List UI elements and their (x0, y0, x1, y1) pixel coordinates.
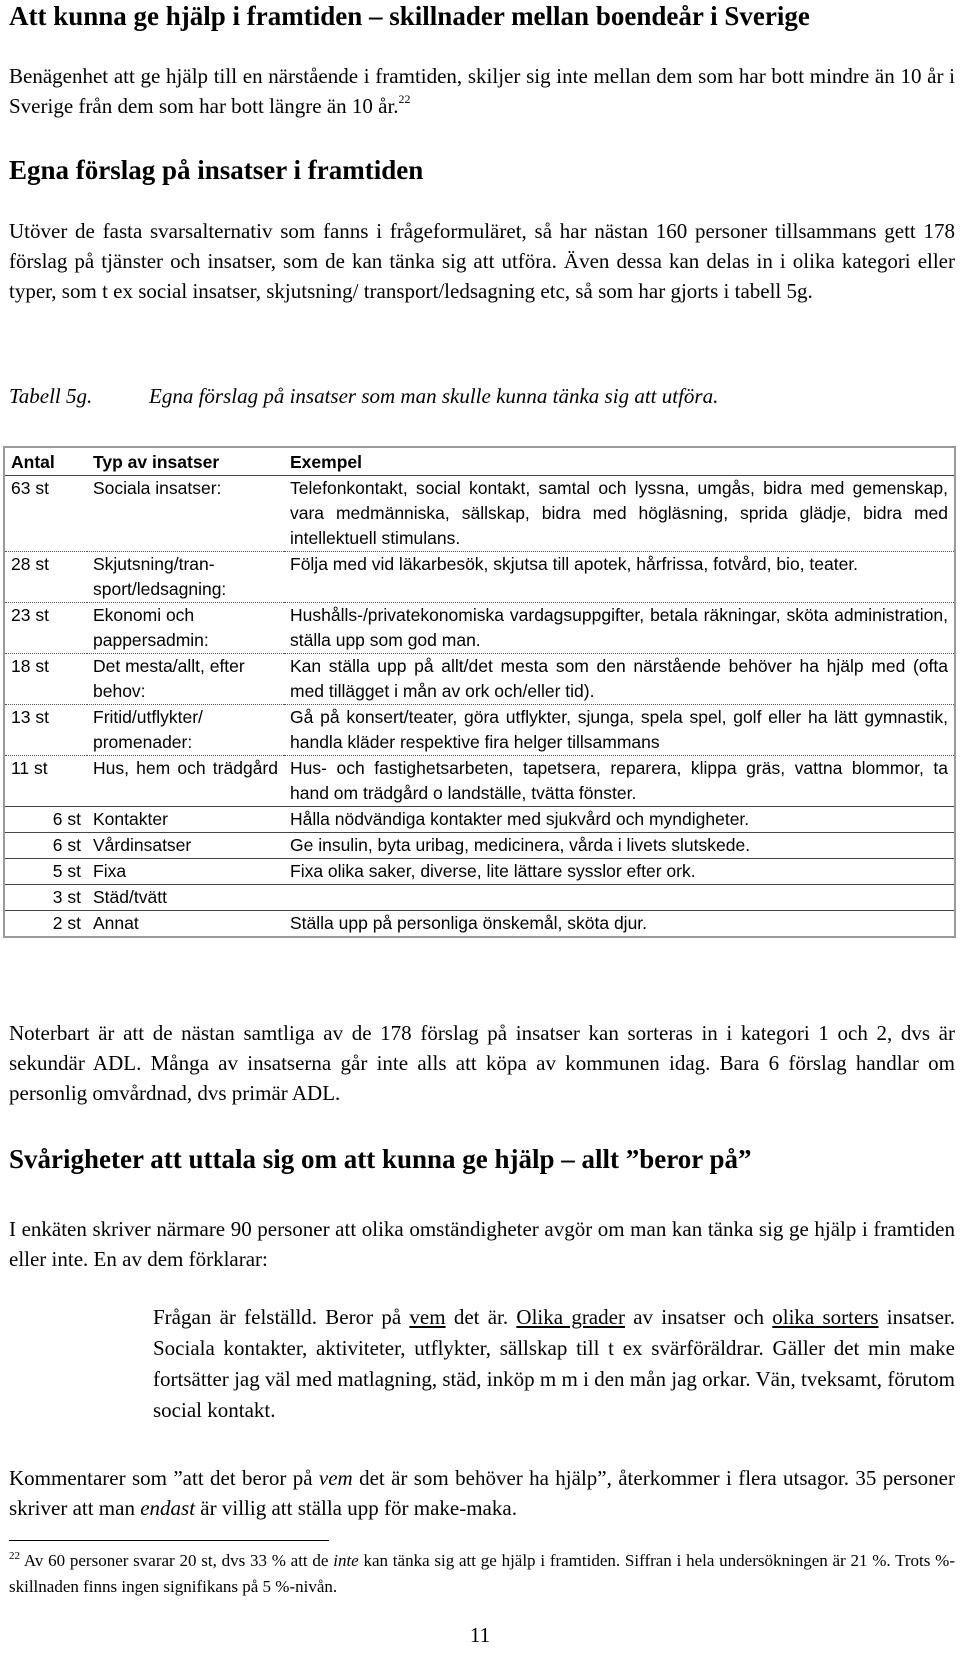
cell-example: Ge insulin, byta uribag, medicinera, vårda i livets slutskede. (284, 833, 955, 859)
cell-example: Fixa olika saker, diverse, lite lättare sysslor efter ork. (284, 859, 955, 885)
header-typ: Typ av insatser (87, 447, 284, 476)
table-row (4, 833, 955, 859)
table-row (4, 654, 955, 705)
header-exempel: Exempel (284, 447, 955, 476)
cell-example: Följa med vid läkarbesök, skjutsa till apotek, hårfrissa, fotvård, bio, teater. (284, 552, 955, 603)
insatser-table (3, 446, 956, 938)
cell-example: Ställa upp på personliga önskemål, sköta djur. (290, 913, 648, 933)
cell-example (284, 885, 955, 911)
table-row (4, 911, 955, 938)
cell-type: Sociala insatser: (87, 476, 284, 552)
table-row (4, 756, 955, 807)
paragraph-utover: Utöver de fasta svarsalternativ som fanns i frågeformuläret, så har nästan 160 personer tillsammans gett 178 förslag på tjänster och insatser, som de kan tänka sig att utföra. Även dessa kan delas in i olika kategori eller typer, som t ex social insatser, skjutsning/ transport/ledsagning etc, så som har gjorts i tabell 5g. (9, 219, 955, 303)
cell-count: 18 st (4, 654, 87, 705)
cell-type: Skjutsning/tran-sport/ledsagning: (87, 552, 284, 603)
cell-count: 6 st (4, 807, 87, 833)
table-caption (9, 381, 718, 411)
cell-type: Fritid/utflykter/ promenader: (87, 705, 284, 756)
cell-type: Det mesta/allt, efter behov: (87, 654, 284, 705)
table-header-row (4, 447, 955, 476)
header-antal: Antal (4, 447, 87, 476)
cell-type: Hus, hem och trädgård (87, 756, 284, 807)
footnote-reference[interactable]: 22 (398, 92, 411, 106)
cell-example: Hushålls-/privatekonomiska vardagsuppgifter, betala räkningar, sköta administration, ställa upp som god man. (284, 603, 955, 654)
paragraph-benagenhet: Benägenhet att ge hjälp till en närstående i framtiden, skiljer sig inte mellan dem som har bott mindre än 10 år i Sverige från dem som har bott längre än 10 år.$^{22}$ (9, 64, 955, 118)
cell-count: 5 st (4, 859, 87, 885)
table-row (4, 859, 955, 885)
block-quote: Frågan är felställd. Beror på vem det är. Olika grader av insatser och olika sorters insatser. Sociala kontakter, aktiviteter, utflykter, sällskap till t ex svärföräldrar. Gäller det min make fortsätter jag väl med matlagning, städ, inköp m m i den mån jag orkar. Vän, tveksamt, förutom social kontakt. (153, 1305, 955, 1422)
cell-type: Annat (93, 913, 139, 933)
cell-type: Ekonomi och pappersadmin: (87, 603, 284, 654)
cell-count: 63 st (4, 476, 87, 552)
footnote-divider (9, 1540, 329, 1541)
table-row (4, 603, 955, 654)
cell-example: Telefonkontakt, social kontakt, samtal och lyssna, umgås, bidra med gemenskap, vara medmänniska, sällskap, bidra med högläsning, sprida glädje, bidra med intellektuell stimulans. (284, 476, 955, 552)
cell-example: Gå på konsert/teater, göra utflykter, sjunga, spela spel, golf eller ha lätt gymnastik, handla kläder respektive fira helger tillsammans (284, 705, 955, 756)
table-row (4, 476, 955, 552)
cell-example: Hålla nödvändiga kontakter med sjukvård och myndigheter. (284, 807, 955, 833)
cell-count: 3 st (4, 885, 87, 911)
cell-count: 2 st (52, 913, 81, 933)
caption-text: Egna förslag på insatser som man skulle kunna tänka sig att utföra. (149, 384, 719, 408)
heading-boendear: Att kunna ge hjälp i framtiden – skillnader mellan boendeår i Sverige (9, 1, 810, 31)
footnote: $^{22}$ Av 60 personer svarar 20 st, dvs 33 % att de inte kan tänka sig att ge hjälp i framtiden. Siffran i hela undersökningen är 21 %. Trots %-skillnaden finns ingen signifikans på 5 %-nivån. (9, 1550, 955, 1596)
paragraph-enkaten: I enkäten skriver närmare 90 personer att olika omständigheter avgör om man kan tänka sig ge hjälp i framtiden eller inte. En av dem förklarar: (9, 1217, 955, 1271)
table-row (4, 705, 955, 756)
cell-count: 28 st (4, 552, 87, 603)
cell-count: 23 st (4, 603, 87, 654)
paragraph-noterbart: Noterbart är att de nästan samtliga av de 178 förslag på insatser kan sorteras in i kategori 1 och 2, dvs är sekundär ADL. Många av insatserna går inte alls att köpa av kommunen idag. Bara 6 förslag handlar om personlig omvårdnad, dvs primär ADL. (9, 1021, 955, 1105)
cell-type: Kontakter (87, 807, 284, 833)
heading-egna-forslag: Egna förslag på insatser i framtiden (9, 155, 424, 185)
cell-type: Vårdinsatser (87, 833, 284, 859)
table-row (4, 807, 955, 833)
heading-svarigheter: Svårigheter att uttala sig om att kunna ge hjälp – allt ”beror på” (9, 1144, 752, 1174)
caption-label: Tabell 5g. (9, 384, 93, 408)
paragraph-kommentarer: Kommentarer som ”att det beror på vem det är som behöver ha hjälp”, återkommer i flera utsagor. 35 personer skriver att man endast är villig att ställa upp för make-maka. (9, 1466, 955, 1520)
table-row (4, 885, 955, 911)
cell-count: 6 st (4, 833, 87, 859)
cell-example: Hus- och fastighetsarbeten, tapetsera, reparera, klippa gräs, vattna blommor, ta hand om trädgård o landställe, tvätta fönster. (284, 756, 955, 807)
cell-count: 13 st (4, 705, 87, 756)
cell-example: Kan ställa upp på allt/det mesta som den närstående behöver ha hjälp med (ofta med tillägget i mån av ork och/eller tid). (284, 654, 955, 705)
footnote-number: 22 (9, 1550, 20, 1562)
page-number: 11 (469, 1623, 491, 1647)
cell-type: Fixa (87, 859, 284, 885)
cell-count: 11 st (4, 756, 87, 807)
table-row (4, 552, 955, 603)
cell-type: Städ/tvätt (87, 885, 284, 911)
